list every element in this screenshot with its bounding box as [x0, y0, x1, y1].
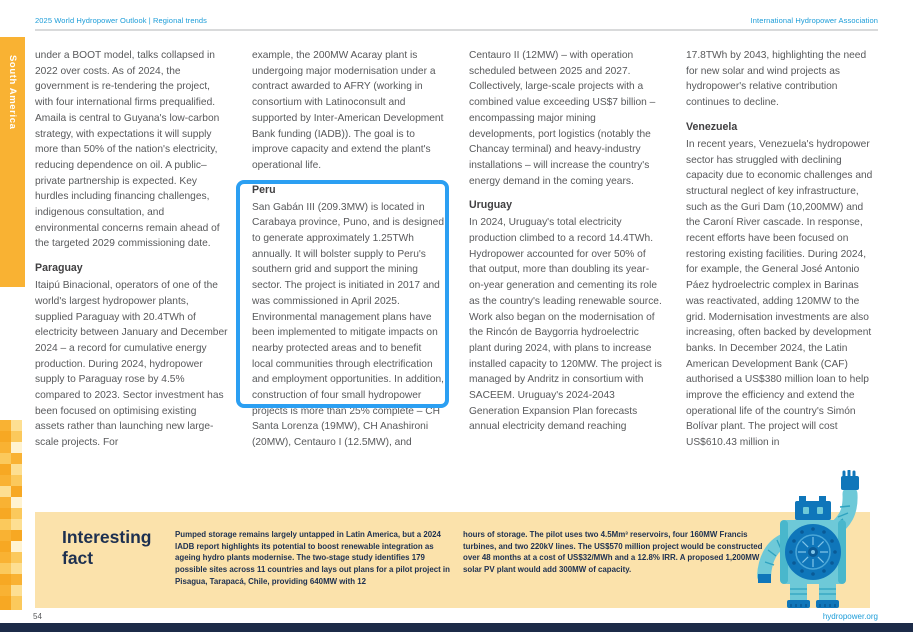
text-column-1 [35, 48, 228, 451]
page-number: 54 [33, 612, 42, 621]
paragraph-guyana: under a BOOT model, talks collapsed in 2022 over costs. As of 2024, the government is re-tendering the project, with four international firms prequalified. Amaila is central to Guyana's low-carbon strategy, with expectations it will supply more than 50% of the nation's electricity, reducing dependence on oil. A public–private partnership is expected. Key hurdles including financing challenges, indigenous consultation, and environmental concerns remain ahead of the targeted 2029 commissioning date. [35, 50, 220, 250]
decorative-mosaic-strip [0, 420, 22, 610]
section-heading-peru: Peru [252, 183, 276, 196]
section-heading-uruguay: Uruguay [469, 199, 512, 212]
paragraph-peru-continued: Centauro II (12MW) – with operation scheduled between 2025 and 2027. Collectively, large-scale projects with a combined value exceeding US$7 billion – encompassing major mining developments, port logistics (notably the Chancay terminal) and heavy-industry installations – will increase the country's energy demand in the coming years. [469, 50, 656, 187]
text-column-2 [252, 48, 445, 451]
paragraph-peru: San Gabán III (209.3MW) is located in Carabaya province, Puno, and is designed to generate approximately 1.25TWh annually. It will bolster supply to Peru's southern grid and support the mining sector. The project is initiated in 2017 and was commissioned in April 2025. Environmental management plans have been implemented to mitigate impacts on nearby protected areas and to benefit local communities through electrification and employment opportunities. In addition, construction of four small hydropower projects is more than 25% complete – CH Santa Lorenza (19MW), CH Anashironi (20MW), Centauro I (12.5MW), and [252, 201, 444, 449]
interesting-fact-panel [35, 512, 870, 608]
paragraph-paraguay: Itaipú Binacional, operators of one of the world's largest hydropower plants, supplied Paraguay with 20.4TWh of electricity between January and December 2024 – a record for cumulative energy production. During 2024, hydropower supply to Paraguay rose by 4.5% compared to 2023. Sector investment has been focused on optimising existing assets rather than launching new large-scale projects. For [35, 280, 228, 449]
section-heading-venezuela: Venezuela [686, 120, 738, 133]
paragraph-uruguay-continued: 17.8TWh by 2043, highlighting the need for new solar and wind projects as hydropower's relative contribution continues to decline. [686, 50, 867, 109]
interesting-fact-text-1: Pumped storage remains largely untapped in Latin America, but a 2024 IADB report highlights its potential to boost renewable integration as ageing hydro plants modernise. The two-stage study identifies 179 possible sites across 11 countries and lays out plans for a pilot project in Pisagua, Tarapacá, Chile, providing 640MW with 12 [175, 530, 450, 586]
interesting-fact-text-2: hours of storage. The pilot uses two 4.5Mm³ reservoirs, four 160MW Francis turbines, and two 220kV lines. The US$570 million project would be constructed over 48 months at a cost of US$32/MWh and a 12.8% IRR. A proposed 1,200MW solar PV plant would add 300MW of capacity. [463, 530, 763, 575]
text-column-4 [686, 48, 879, 451]
bottom-bar [0, 623, 913, 632]
header-organisation: International Hydropower Association [750, 16, 878, 25]
paragraph-uruguay: In 2024, Uruguay's total electricity production climbed to a record 14.4TWh. Hydropower accounted for over 50% of that output, more than doubling its year-on-year generation and cementing its role as the country's leading renewable source. Work also began on the modernisation of the Rincón de Baygorria hydroelectric plant during 2024, with plans to increase installed capacity to 120MW. The project is managed by Andritz in consortium with SACEEM. Uruguay's 2024-2043 Generation Expansion Plan forecasts annual electricity demand reaching [469, 217, 662, 433]
text-column-3 [469, 48, 662, 435]
paragraph-acaray: example, the 200MW Acaray plant is undergoing major modernisation under a contract awarded to AFRY (working in consortium with Latinoconsult and supported by Inter-American Development Bank funding (IADB)). The goal is to improve capacity and extend the plant's operational life. [252, 50, 444, 171]
region-tab-south-america [0, 37, 25, 287]
turbine-robot-illustration [753, 470, 875, 610]
interesting-fact-heading: Interesting fact [62, 527, 152, 568]
website-link[interactable]: hydropower.org [822, 612, 878, 621]
paragraph-venezuela: In recent years, Venezuela's hydropower sector has struggled with declining capacity due to economic challenges and structural neglect of key infrastructure, such as the Guri Dam (10,200MW) and the Caroní River cascade. In response, recent efforts have been focused on restoring existing facilities. During 2024, for example, the General José Antonio Páez hydroelectric complex in Barinas was reactivated, adding 120MW to the grid. Modernisation investments are also increasing, often backed by development banks. In December 2024, the Latin American Development Bank (CAF) authorised a US$380 million loan to help improve the efficiency and extend the operational life of the country's Simón Bolívar plant. The project will cost US$610.43 million in [686, 138, 873, 449]
section-heading-paraguay: Paraguay [35, 262, 83, 275]
header-document-title: 2025 World Hydropower Outlook | Regional trends [35, 16, 208, 25]
region-tab-label: South America [7, 55, 18, 130]
header-divider [35, 29, 878, 31]
